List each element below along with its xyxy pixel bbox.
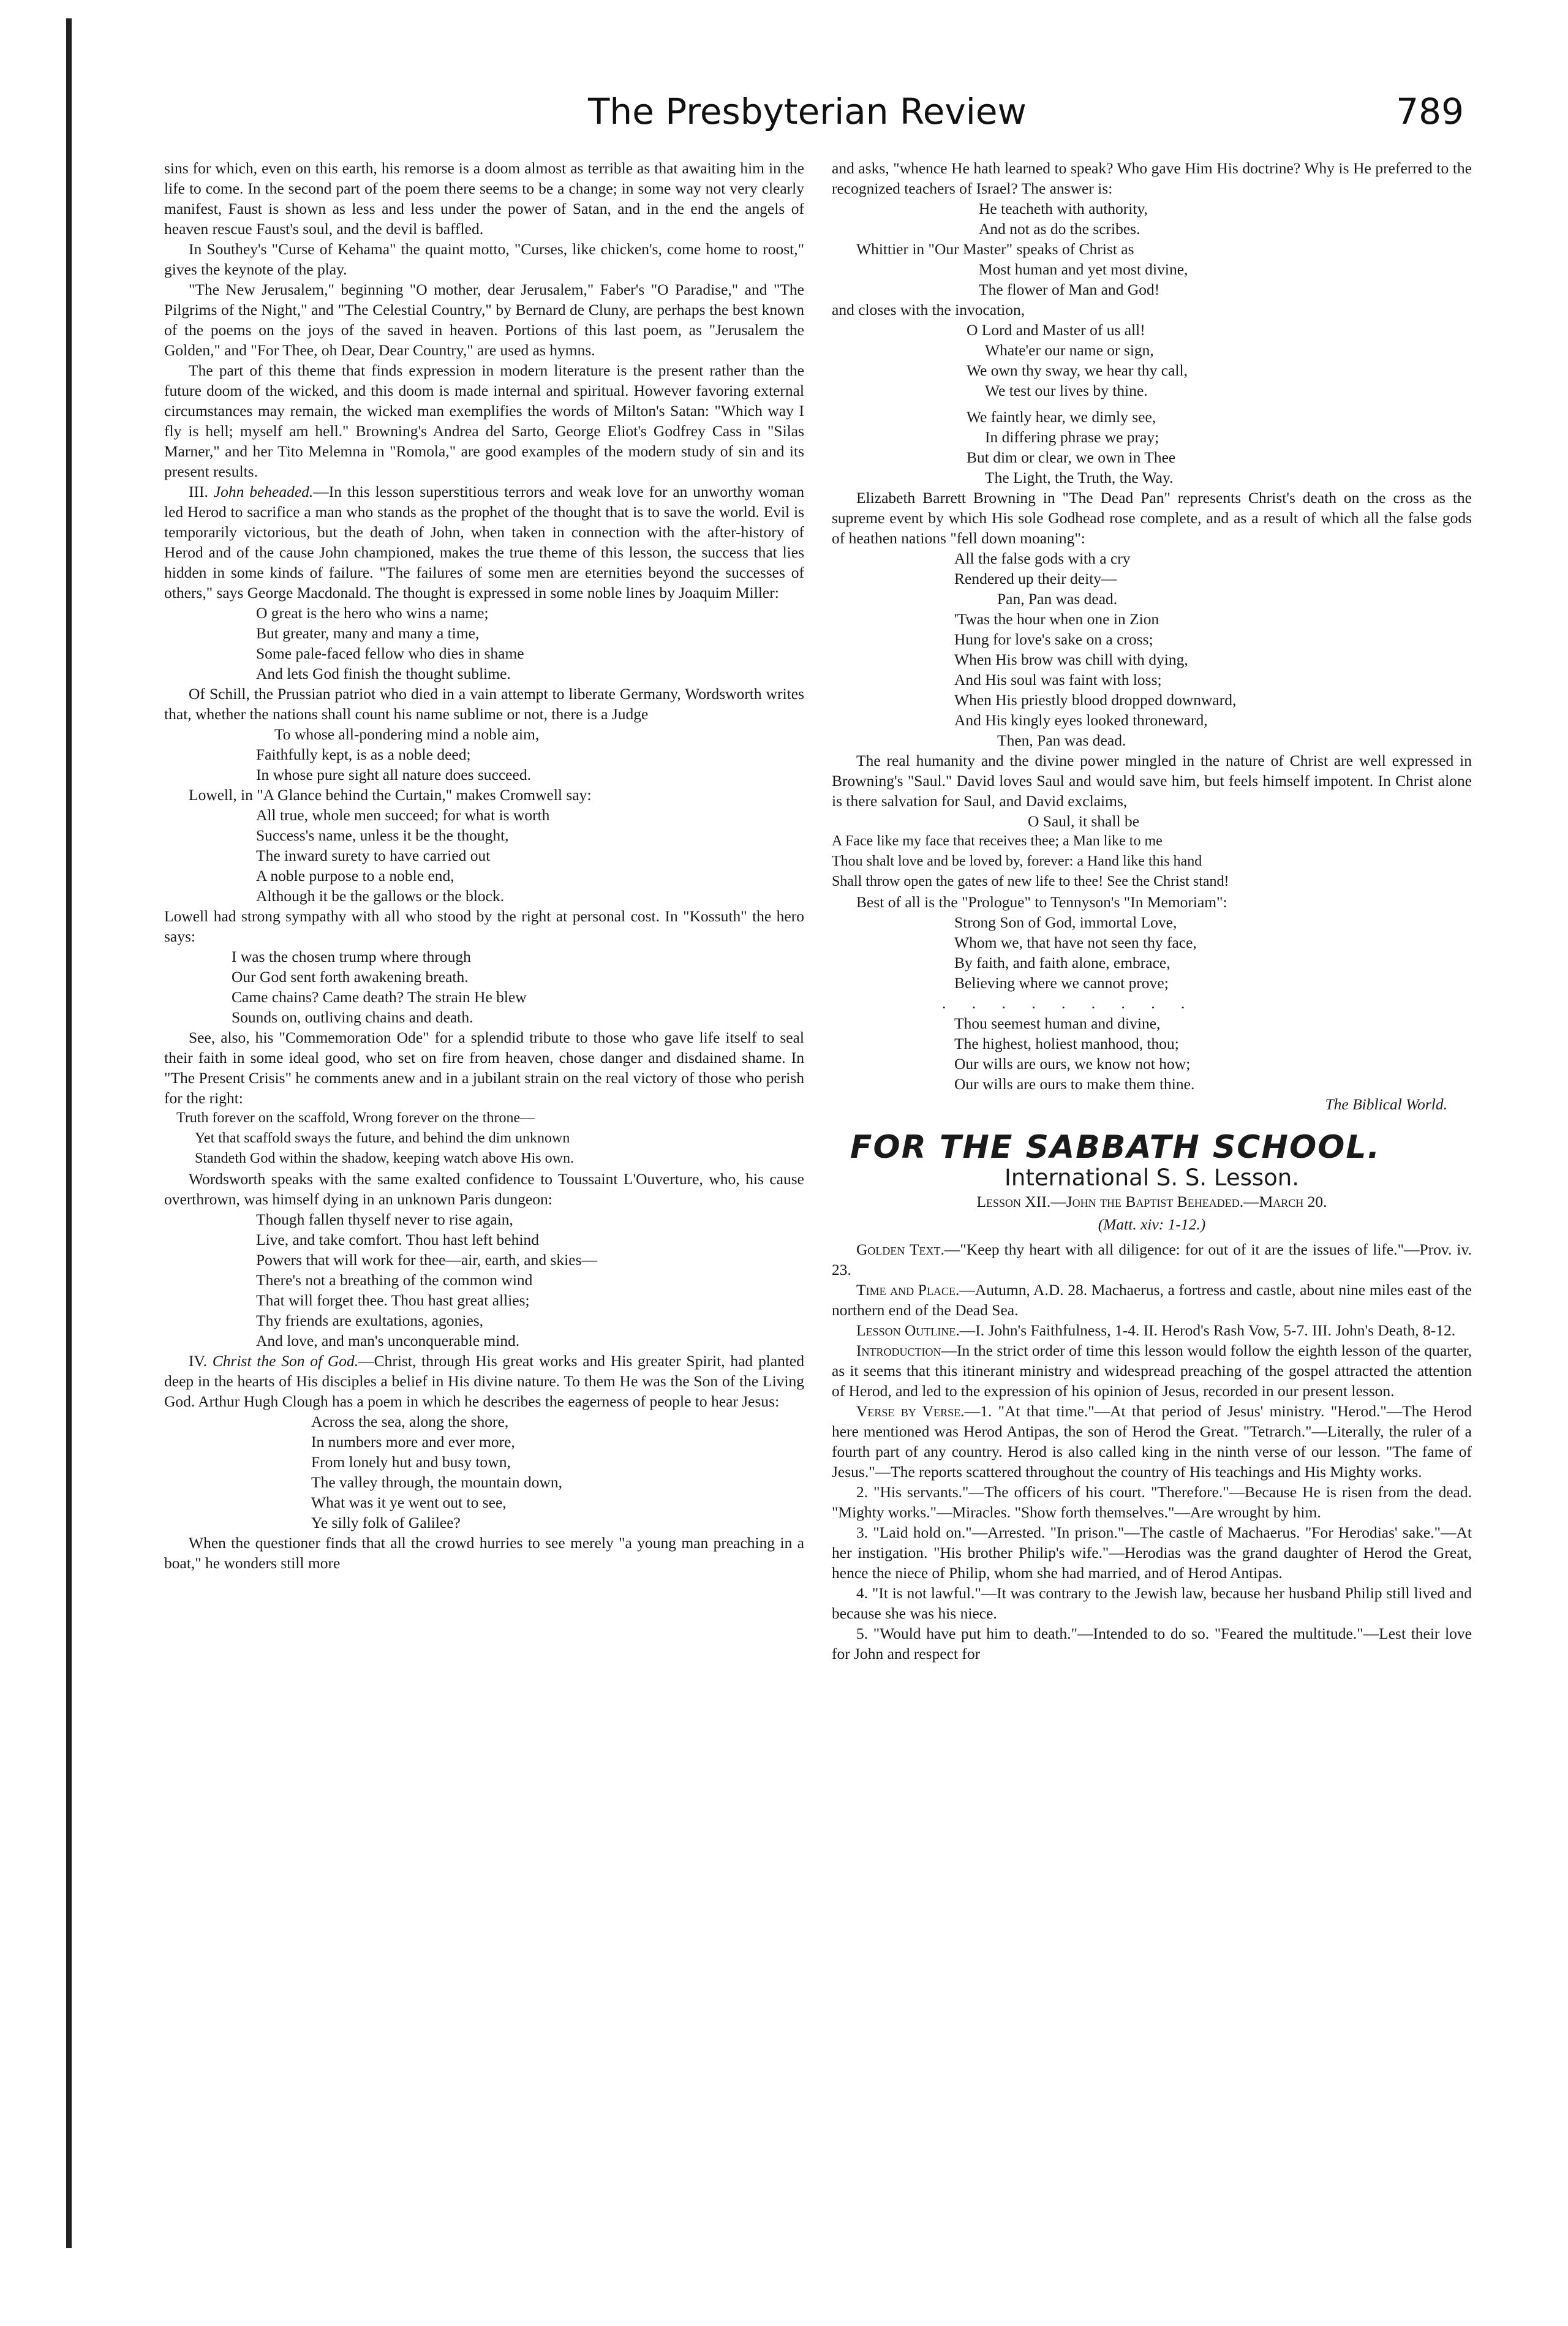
paragraph-text: —In the strict order of time this lesson would follow the eighth lesson of the quarter, as it seems that this itinerant ministry and widespread preaching of the gospel attracted the attention of Herod, and led to the expression of his opinion of Jesus, recorded in our present lesson. (832, 1342, 1472, 1400)
verse-line: Sounds on, outliving chains and death. (232, 1008, 473, 1026)
paragraph: 4. "It is not lawful."—It was contrary to the Jewish law, because her husband Philip still lived and because she was his niece. (832, 1584, 1472, 1622)
verse-line: Shall throw open the gates of new life to thee! See the Christ stand! (832, 874, 1229, 889)
paragraph: Whittier in "Our Master" speaks of Christ as (856, 240, 1134, 258)
verse-line: And lets God finish the thought sublime. (256, 665, 511, 682)
verse-line: I was the chosen trump where through (232, 948, 471, 965)
verse-line: Pan, Pan was dead. (997, 590, 1118, 608)
verse-line: All true, whole men succeed; for what is worth (256, 806, 550, 824)
verse-line: In differing phrase we pray; (985, 428, 1159, 446)
verse-line: But greater, many and many a time, (256, 624, 480, 642)
verse-line: All the false gods with a cry (954, 549, 1131, 567)
paragraph: Best of all is the "Prologue" to Tennyson's "In Memoriam": (856, 893, 1227, 911)
verse-line: Although it be the gallows or the block. (256, 887, 505, 905)
label: Time and Place. (856, 1281, 960, 1299)
paragraph: Lowell had strong sympathy with all who stood by the right at personal cost. In "Kossuth" the hero says: (164, 907, 804, 945)
verse-line: Yet that scaffold sways the future, and behind the dim unknown (195, 1130, 570, 1146)
verse-line: Though fallen thyself never to rise again, (256, 1210, 513, 1228)
verse-teacheth (832, 198, 1472, 239)
paragraph: 3. "Laid hold on."—Arrested. "In prison."—The castle of Machaerus. "For Herodias' sake."—At her instigation. "His brother Philip's wife."—Herodias was the grand daughter of Herod the Great, hence the niece of Philip, whom she had married, and of Herod Antipas. (832, 1524, 1472, 1582)
verse-line: When His priestly blood dropped downward, (954, 691, 1237, 709)
margin-rule (66, 18, 72, 2248)
verse-line: From lonely hut and busy town, (311, 1453, 511, 1471)
verse-line: The valley through, the mountain down, (311, 1473, 563, 1491)
verse-line: That will forget thee. Thou hast great allies; (256, 1291, 530, 1309)
paragraph: The real humanity and the divine power mingled in the nature of Christ are well expressed in Browning's "Saul." David loves Saul and would save him, but feels himself impotent. In Christ alone is there salvation for Saul, and David exclaims, (832, 752, 1472, 810)
verse-line: We faintly hear, we dimly see, (967, 408, 1156, 426)
label: Introduction (856, 1342, 941, 1359)
paragraph-text: —Christ, through His great works and His greater Spirit, had planted deep in the hearts of His disciples a belief in His divine nature. To them He was the Son of the Living God. Arthur Hugh Clough has a poem in which he describes the eagerness of people to hear Jesus: (164, 1352, 804, 1410)
verse-line: The inward surety to have carried out (256, 847, 491, 864)
paragraph: The part of this theme that finds expression in modern literature is the present rather than the future doom of the wicked, and this doom is made internal and spiritual. However favoring external circumstances may remain, the wicked man exemplifies the words of Milton's Satan: "Which way I fly is hell; myself am hell." Browning's Andrea del Sarto, George Eliot's Godfrey Cass in "Silas Marner," and her Tito Melemna in "Romola," are good examples of the modern study of sin and its present results. (164, 361, 804, 480)
paragraph: Of Schill, the Prussian patriot who died in a vain attempt to liberate Germany, Wordsworth writes that, whether the nations shall count his name sublime or not, there is a Judge (164, 685, 804, 723)
section-numeral: III. (189, 483, 214, 500)
verse-line: The flower of Man and God! (979, 281, 1160, 298)
ellipsis-row: . . . . . . . . . (942, 994, 1196, 1012)
running-title: The Presbyterian Review (588, 91, 1027, 132)
lesson-outline (832, 1320, 1472, 1340)
verse-wordsworth-schill (164, 724, 804, 785)
verse-line: Hung for love's sake on a cross; (954, 630, 1153, 648)
verse-line: Strong Son of God, immortal Love, (954, 913, 1177, 931)
verse-line: And not as do the scribes. (979, 220, 1140, 238)
verse-line: Most human and yet most divine, (979, 260, 1188, 278)
verse-line: Standeth God within the shadow, keeping watch above His own. (195, 1150, 574, 1166)
verse-line: Our God sent forth awakening breath. (232, 968, 469, 986)
paragraph-text: —Autumn, A.D. 28. Machaerus, a fortress and castle, about nine miles east of the northern end of the Dead Sea. (832, 1281, 1472, 1319)
label: Lesson Outline. (856, 1321, 960, 1339)
verse-faintly (832, 407, 1472, 488)
paragraph: When the questioner finds that all the crowd hurries to see merely "a young man preaching in a boat," he wonders still more (164, 1534, 804, 1572)
verse-line: The Light, the Truth, the Way. (985, 469, 1174, 486)
verse-line: 'Twas the hour when one in Zion (954, 610, 1159, 628)
verse-line: Believing where we cannot prove; (954, 974, 1169, 992)
verse-line: Success's name, unless it be the thought, (256, 826, 509, 844)
verse-line: When His brow was chill with dying, (954, 651, 1188, 668)
verse-line: And His kingly eyes looked throneward, (954, 711, 1208, 729)
page-number: 789 (1396, 91, 1464, 132)
verse-in-memoriam (832, 912, 1472, 993)
verse-line: Thou seemest human and divine, (954, 1014, 1161, 1032)
verse-by-verse (832, 1401, 1472, 1482)
verse-dead-pan (832, 548, 1472, 750)
lesson-reference: (Matt. xiv: 1-12.) (1098, 1215, 1206, 1233)
verse-in-memoriam-2 (832, 1013, 1472, 1094)
paragraph: 2. "His servants."—The officers of his court. "Therefore."—Because He is risen from the dead. "Mighty works."—Miracles. "Show forth themselves."—Are wrought by him. (832, 1483, 1472, 1521)
paragraph: "The New Jerusalem," beginning "O mother, dear Jerusalem," Faber's "O Paradise," and "The Pilgrims of the Night," and "The Celestial Country," by Bernard de Cluny, are perhaps the best known of the poems on the joys of the saved in heaven. Portions of this last poem, as "Jerusalem the Golden," and "For Thee, oh Dear, Dear Country," are used as hymns. (164, 281, 804, 359)
verse-line: Powers that will work for thee—air, earth, and skies— (256, 1251, 598, 1269)
introduction (832, 1340, 1472, 1401)
section-heading: Christ the Son of God. (212, 1352, 359, 1370)
verse-line: By faith, and faith alone, embrace, (954, 954, 1170, 972)
verse-line: A noble purpose to a noble end, (256, 867, 454, 885)
paragraph: 5. "Would have put him to death."—Intended to do so. "Feared the multitude."—Lest their love for John and respect for (832, 1625, 1472, 1663)
verse-line: Rendered up their deity— (954, 570, 1117, 587)
verse-saul-lead (832, 811, 1472, 831)
verse-line: But dim or clear, we own in Thee (967, 448, 1176, 466)
verse-line: Faithfully kept, is as a noble deed; (256, 746, 471, 763)
verse-line: A Face like my face that receives thee; a Man like to me (832, 833, 1163, 849)
paragraph (164, 1351, 804, 1411)
verse-miller (164, 603, 804, 684)
golden-text (832, 1239, 1472, 1280)
section-title: FOR THE SABBATH SCHOOL. (850, 1129, 1381, 1166)
verse-line: Whate'er our name or sign, (985, 341, 1154, 359)
paragraph: Lowell, in "A Glance behind the Curtain," makes Cromwell say: (189, 786, 592, 804)
verse-line: In numbers more and ever more, (311, 1433, 515, 1451)
verse-line: O great is the hero who wins a name; (256, 604, 489, 622)
verse-kossuth (164, 946, 804, 1027)
verse-line: Then, Pan was dead. (997, 731, 1126, 749)
paragraph: In Southey's "Curse of Kehama" the quaint motto, "Curses, like chicken's, come home to roost," gives the keynote of the play. (164, 240, 804, 278)
paragraph: sins for which, even on this earth, his remorse is a doom almost as terrible as that awaiting him in the life to come. In the second part of the poem there seems to be a change; in some way not very clearly manifest, Faust is shown as less and less under the power of Satan, and in the end the angels of heaven rescue Faust's soul, and the devil is baffled. (164, 159, 804, 238)
paragraph: and asks, "whence He hath learned to speak? Who gave Him His doctrine? Why is He preferred to the recognized teachers of Israel? The answer is: (832, 159, 1472, 197)
verse-toussaint (164, 1209, 804, 1351)
verse-line: What was it ye went out to see, (311, 1493, 507, 1511)
verse-line: There's not a breathing of the common wind (256, 1271, 533, 1289)
paragraph: See, also, his "Commemoration Ode" for a splendid tribute to those who gave life itself to seal their faith in some ideal good, who set on fire from heaven, chose danger and disdained shame. In "The Present Crisis" he comments anew and in a jubilant strain on the real victory of those who perish for the right: (164, 1029, 804, 1107)
verse-line: We test our lives by thine. (985, 382, 1148, 399)
verse-line: Ye silly folk of Galilee? (311, 1514, 461, 1531)
paragraph-text: —In this lesson superstitious terrors and weak love for an unworthy woman led Herod to sacrifice a man who stands as the prophet of the thought that is to save the world. Evil is temporarily victorious, but the death of John, when taken in connection with the after-history of Herod and of the cause John championed, makes the true theme of this lesson, the success that lies hidden in some kinds of failure. "The failures of some men are eternities beyond the successes of others," says George Macdonald. The thought is expressed in some noble lines by Joaquim Miller: (164, 483, 804, 602)
verse-present-crisis (164, 1108, 804, 1169)
verse-clough (164, 1411, 804, 1533)
label: Golden Text. (856, 1240, 944, 1258)
paragraph (164, 481, 804, 603)
verse-line: Across the sea, along the shore, (311, 1413, 509, 1430)
page-header (123, 86, 1470, 141)
verse-line: O Lord and Master of us all! (967, 321, 1145, 339)
verse-line: Our wills are ours to make them thine. (954, 1075, 1195, 1093)
section-heading: John beheaded. (213, 483, 314, 500)
verse-line: Live, and take comfort. Thou hast left behind (256, 1231, 539, 1248)
verse-line: Thou shalt love and be loved by, forever: a Hand like this hand (832, 853, 1202, 869)
time-and-place (832, 1280, 1472, 1320)
verse-line: Our wills are ours, we know not how; (954, 1055, 1191, 1073)
paragraph-text: —1. "At that time."—At that period of Jesus' ministry. "Herod."—The Herod here mentioned was Herod Antipas, the son of Herod the Great. "Tetrarch."—Literally, the ruler of a fourth part of any country. Herod is also called king in the ninth verse of our lesson. "The fame of Jesus."—The reports scattered throughout the country of His teachings and His Mighty works. (832, 1402, 1472, 1481)
verse-line: And love, and man's unconquerable mind. (256, 1332, 520, 1350)
right-column (832, 158, 1472, 1664)
verse-line: O Saul, it shall be (1028, 812, 1140, 830)
verse-saul (832, 831, 1472, 892)
verse-line: Thy friends are exultations, agonies, (256, 1312, 484, 1329)
verse-line: We own thy sway, we hear thy call, (967, 361, 1188, 379)
paragraph-text: —"Keep thy heart with all diligence: for out of it are the issues of life."—Prov. iv. 23. (832, 1240, 1472, 1278)
verse-our-master (832, 259, 1472, 300)
paragraph: and closes with the invocation, (832, 301, 1025, 319)
verse-line: To whose all-pondering mind a noble aim, (274, 725, 540, 743)
verse-line: The highest, holiest manhood, thou; (954, 1035, 1179, 1052)
paragraph: Elizabeth Barrett Browning in "The Dead Pan" represents Christ's death on the cross as the supreme event by which His sole Godhead rose complete, and as a result of which all the false gods of heathen nations "fell down moaning": (832, 489, 1472, 547)
paragraph-text: —I. John's Faithfulness, 1-4. II. Herod's Rash Vow, 5-7. III. John's Death, 8-12. (959, 1321, 1456, 1339)
label: Verse by Verse. (856, 1402, 965, 1420)
verse-line: He teacheth with authority, (979, 200, 1148, 217)
verse-line: Truth forever on the scaffold, Wrong forever on the throne— (176, 1110, 535, 1126)
lesson-title: Lesson XII.—John the Baptist Beheaded.—March 20. (976, 1193, 1327, 1210)
verse-line: Some pale-faced fellow who dies in shame (256, 644, 524, 662)
verse-invocation (832, 320, 1472, 401)
lesson-heading: International S. S. Lesson. (1004, 1165, 1300, 1191)
verse-lowell-cromwell (164, 805, 804, 906)
verse-line: Came chains? Came death? The strain He blew (232, 988, 527, 1006)
verse-line: And His soul was faint with loss; (954, 671, 1162, 689)
section-numeral: IV. (189, 1352, 213, 1370)
left-column (164, 158, 804, 1573)
verse-line: In whose pure sight all nature does succeed. (256, 766, 531, 784)
attribution: The Biblical World. (1325, 1095, 1447, 1113)
verse-line: Whom we, that have not seen thy face, (954, 934, 1197, 951)
paragraph: Wordsworth speaks with the same exalted confidence to Toussaint L'Ouverture, who, his cause overthrown, was himself dying in an unknown Paris dungeon: (164, 1170, 804, 1208)
